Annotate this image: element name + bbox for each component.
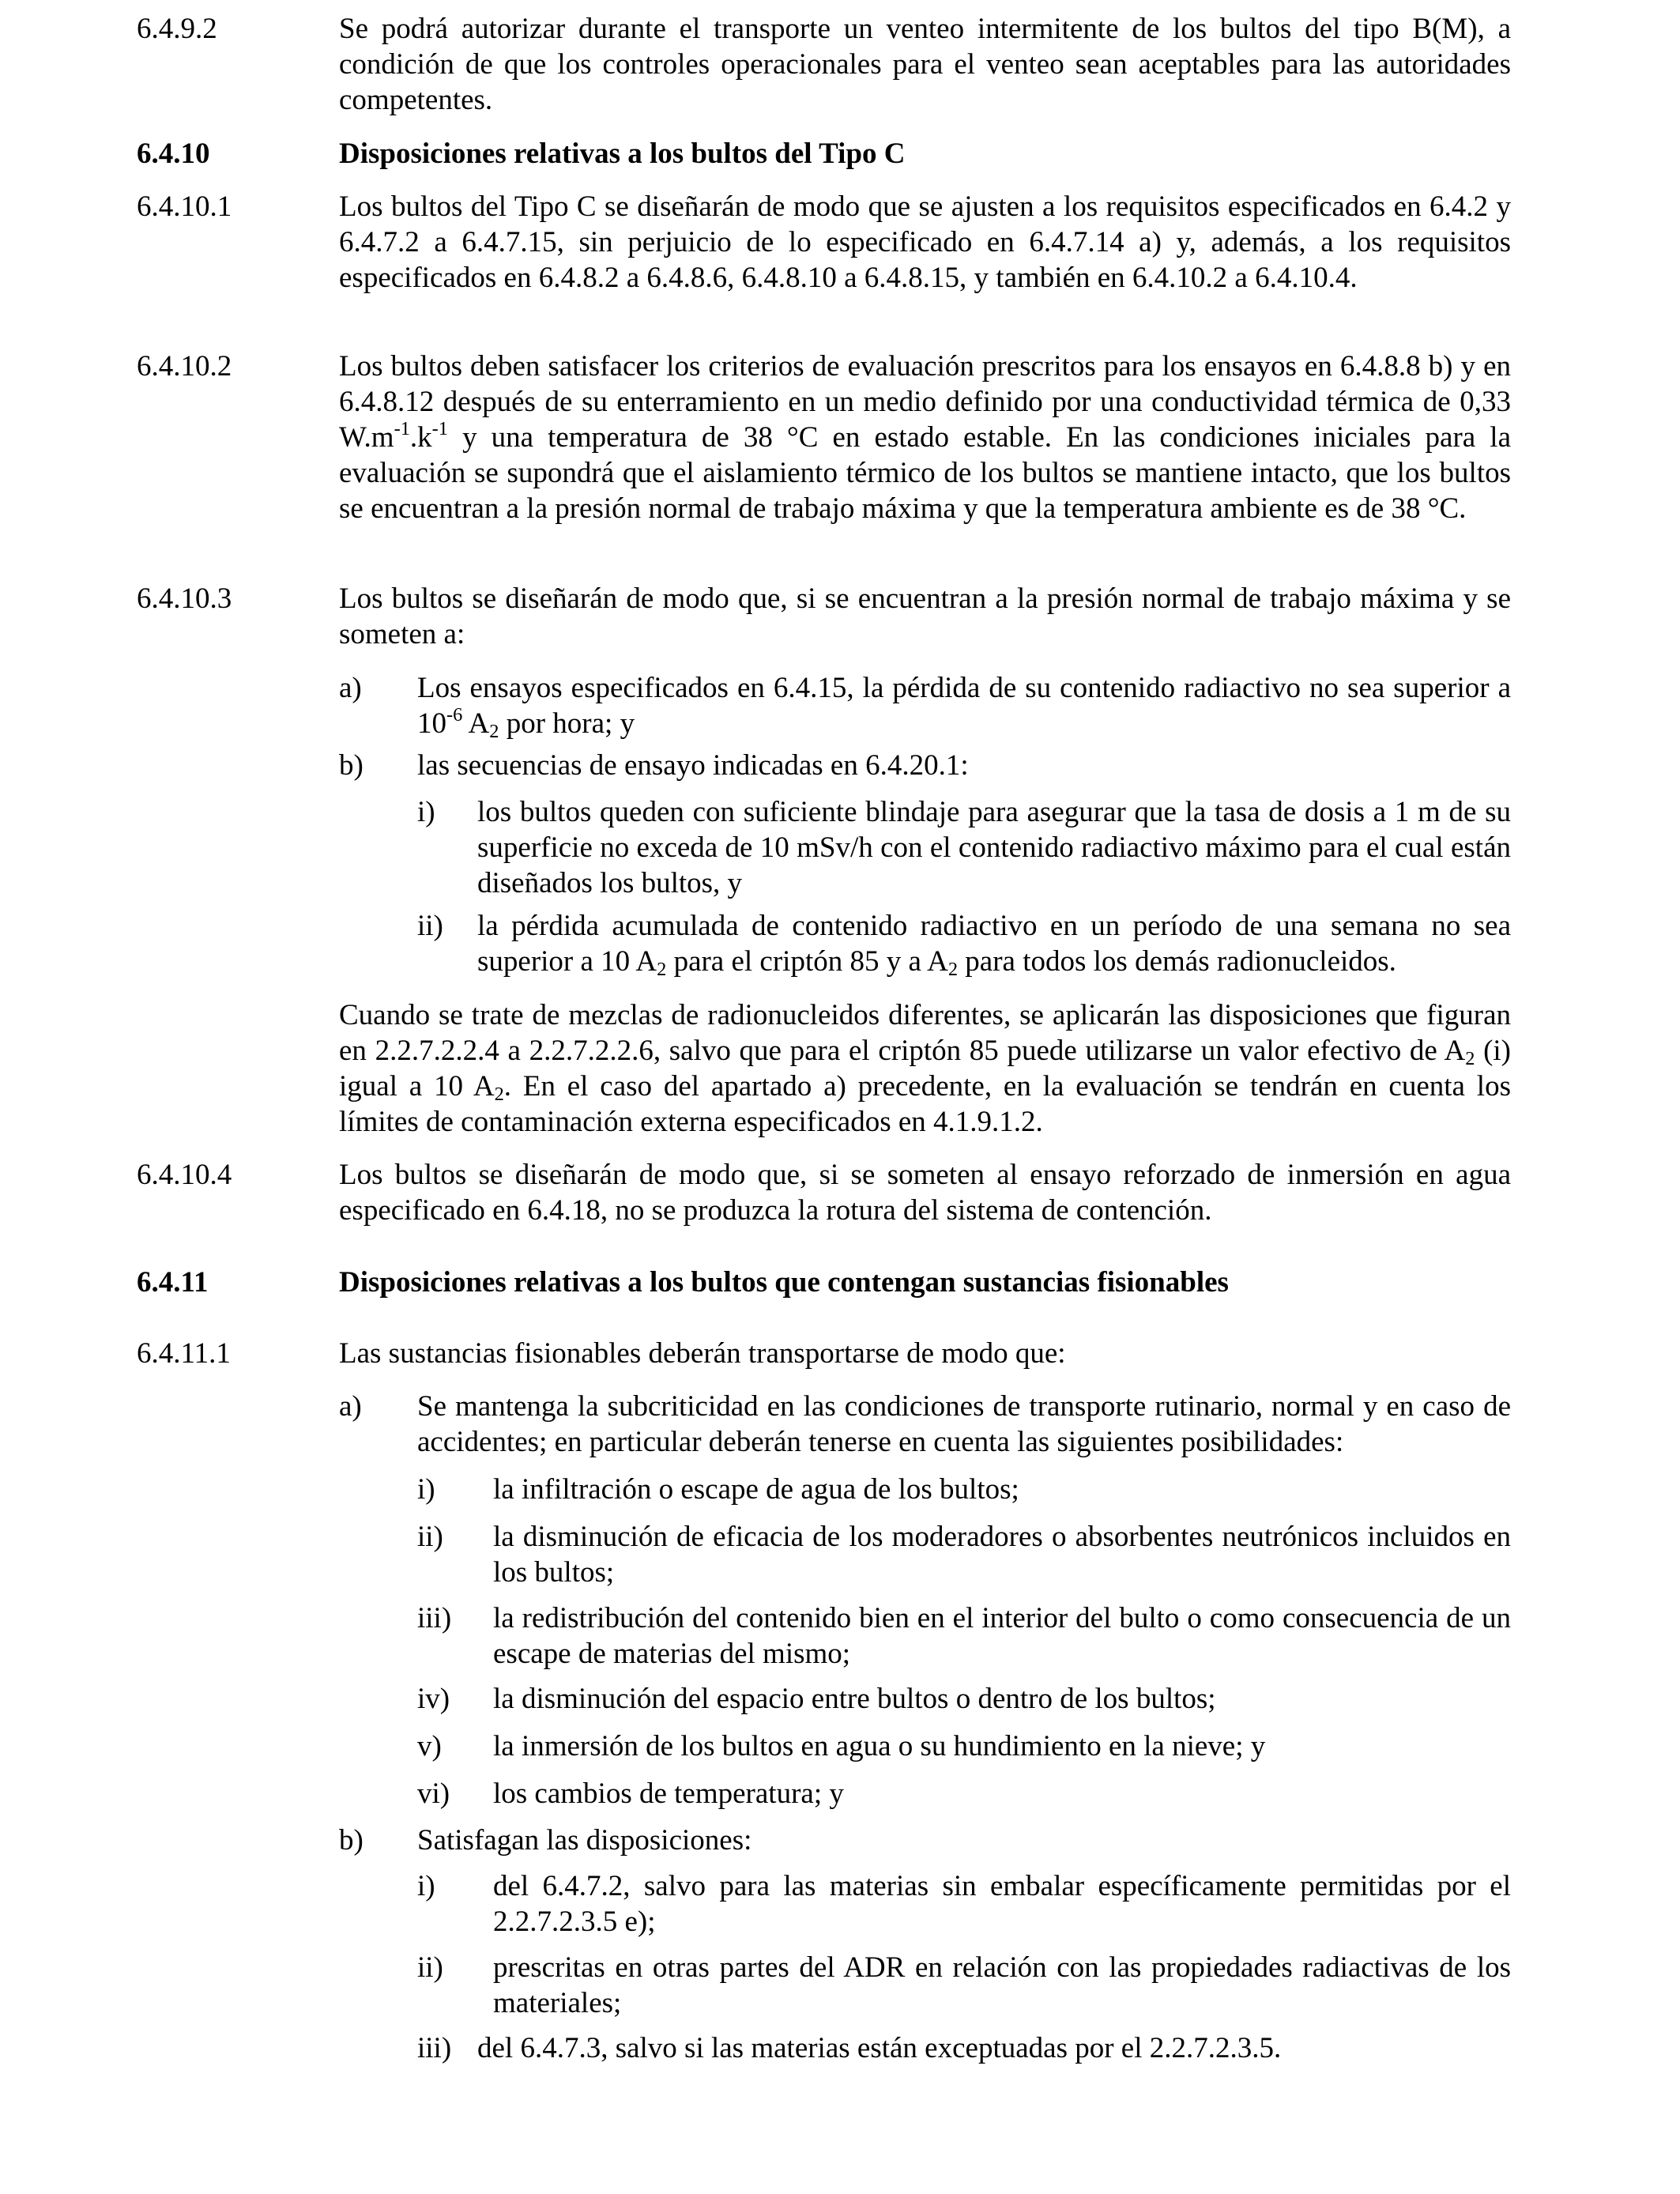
- list-label: iii): [417, 2032, 452, 2064]
- list-text: la pérdida acumulada de contenido radiactivo en un período de una semana no sea superior a 10 $A_2$ para el criptón 85 y a $A_2$ para todos los demás radionucleidos.: [477, 910, 1511, 981]
- list-text: los bultos queden con suficiente blindaje para asegurar que la tasa de dosis a 1 m de su superficie no exceda de 10 mSv/h con el contenido radiactivo máximo para el cual están diseñados los bultos, y: [477, 796, 1511, 899]
- heading-title: Disposiciones relativas a los bultos que contengan sustancias fisionables: [339, 1266, 1229, 1299]
- list-label: ii): [417, 1951, 443, 1984]
- list-label: ii): [417, 910, 443, 942]
- heading-number: 6.4.11: [137, 1266, 209, 1299]
- section-text: Las sustancias fisionables deberán transportarse de modo que:: [339, 1337, 1066, 1370]
- list-text: la disminución de eficacia de los moderadores o absorbentes neutrónicos incluidos en los bultos;: [493, 1521, 1511, 1589]
- list-text: los cambios de temperatura; y: [493, 1777, 844, 1810]
- list-text: Los ensayos especificados en 6.4.15, la pérdida de su contenido radiactivo no sea superior a $10^{-6}$ $A_2$ por hora; y: [417, 672, 1511, 743]
- list-text: la inmersión de los bultos en agua o su hundimiento en la nieve; y: [493, 1730, 1266, 1762]
- section-number: 6.4.9.2: [137, 13, 217, 45]
- list-label: iii): [417, 1602, 452, 1634]
- list-label: a): [339, 672, 362, 704]
- list-label: v): [417, 1730, 442, 1762]
- list-text: la infiltración o escape de agua de los bultos;: [493, 1473, 1019, 1506]
- list-label: i): [417, 1870, 435, 1902]
- list-text: prescritas en otras partes del ADR en relación con las propiedades radiactivas de los materiales;: [493, 1951, 1511, 2019]
- section-text: Los bultos se diseñarán de modo que, si se encuentran a la presión normal de trabajo máxima y se someten a:: [339, 582, 1511, 650]
- list-text: la disminución del espacio entre bultos o dentro de los bultos;: [493, 1683, 1216, 1715]
- section-number: 6.4.10.1: [137, 190, 232, 223]
- paragraph-text: Cuando se trate de mezclas de radionucleidos diferentes, se aplicarán las disposiciones que figuran en 2.2.7.2.2.4 a 2.2.7.2.2.6, salvo que para el criptón 85 puede utilizarse un valor efectivo de $A_2$ (i) igual a 10 $A_2$. En el caso del apartado a) precedente, en la evaluación se tendrán en cuenta los límites de contaminación externa especificados en 4.1.9.1.2.: [339, 999, 1511, 1138]
- section-number: 6.4.10.2: [137, 350, 232, 383]
- section-number: 6.4.10.3: [137, 582, 232, 615]
- section-text: Los bultos deben satisfacer los criterios de evaluación prescritos para los ensayos en 6.4.8.8 b) y en 6.4.8.12 después de su enterramiento en un medio definido por una conductividad térmica de 0,33 $W.m^{-1}.k^{-1}$ y una temperatura de 38 °C en estado estable. En las condiciones iniciales para la evaluación se supondrá que el aislamiento térmico de los bultos se mantiene intacto, que los bultos se encuentran a la presión normal de trabajo máxima y que la temperatura ambiente es de 38 °C.: [339, 350, 1511, 525]
- list-label: b): [339, 1824, 363, 1857]
- list-label: i): [417, 1473, 435, 1506]
- list-label: vi): [417, 1777, 450, 1810]
- list-text: Satisfagan las disposiciones:: [417, 1824, 752, 1857]
- section-text: Los bultos del Tipo C se diseñarán de modo que se ajusten a los requisitos especificados en 6.4.2 y 6.4.7.2 a 6.4.7.15, sin perjuicio de lo especificado en 6.4.7.14 a) y, además, a los requisitos especificados en 6.4.8.2 a 6.4.8.6, 6.4.8.10 a 6.4.8.15, y también en 6.4.10.2 a 6.4.10.4.: [339, 190, 1511, 294]
- list-text: la redistribución del contenido bien en el interior del bulto o como consecuencia de un escape de materias del mismo;: [493, 1602, 1511, 1670]
- list-label: i): [417, 796, 435, 828]
- list-text: del 6.4.7.3, salvo si las materias están exceptuadas por el 2.2.7.2.3.5.: [477, 2032, 1282, 2064]
- section-text: Se podrá autorizar durante el transporte un venteo intermitente de los bultos del tipo B(M), a condición de que los controles operacionales para el venteo sean aceptables para las autoridades competentes.: [339, 13, 1511, 116]
- list-text: del 6.4.7.2, salvo para las materias sin embalar específicamente permitidas por el 2.2.7.2.3.5 e);: [493, 1870, 1511, 1938]
- heading-title: Disposiciones relativas a los bultos del Tipo C: [339, 138, 906, 170]
- list-label: iv): [417, 1683, 450, 1715]
- section-number: 6.4.11.1: [137, 1337, 231, 1370]
- list-label: ii): [417, 1521, 443, 1553]
- list-label: a): [339, 1390, 362, 1423]
- list-text: Se mantenga la subcriticidad en las condiciones de transporte rutinario, normal y en caso de accidentes; en particular deberán tenerse en cuenta las siguientes posibilidades:: [417, 1390, 1511, 1458]
- list-text: las secuencias de ensayo indicadas en 6.4.20.1:: [417, 749, 969, 782]
- heading-number: 6.4.10: [137, 138, 210, 170]
- section-text: Los bultos se diseñarán de modo que, si se someten al ensayo reforzado de inmersión en agua especificado en 6.4.18, no se produzca la rotura del sistema de contención.: [339, 1159, 1511, 1227]
- list-label: b): [339, 749, 363, 782]
- section-number: 6.4.10.4: [137, 1159, 232, 1191]
